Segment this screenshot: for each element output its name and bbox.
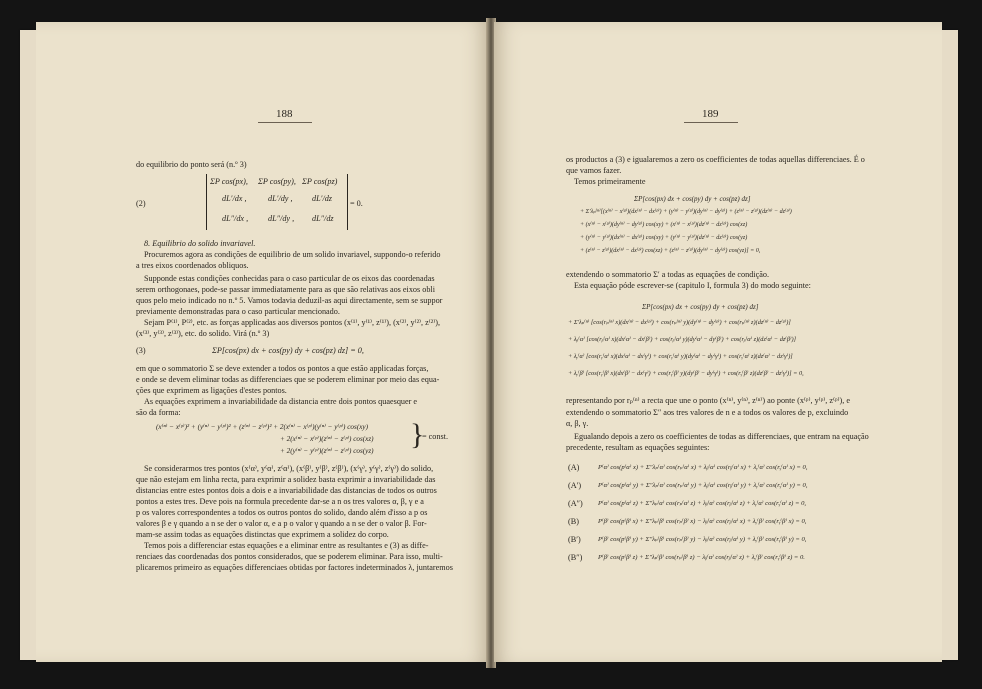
eq-label-A: (A) bbox=[568, 463, 580, 472]
eq2-r3c3: dL″/dz bbox=[312, 214, 334, 223]
eq-label-B1: (B′) bbox=[568, 535, 581, 544]
eq2-r2c3: dL′/dz bbox=[312, 194, 332, 203]
eq2-label: (2) bbox=[136, 199, 146, 208]
text-line: pontos a estes tres. Deve pois na formula precedente dar-se a n os tres valores α, β, γ e a bbox=[136, 497, 424, 506]
eq-label-B: (B) bbox=[568, 517, 579, 526]
text-line: Temos pois a differenciar estas equações e a eliminar entre as resultantes e (3) as diffe- bbox=[144, 541, 429, 550]
big-eq-line-2: + Σ′λₚ⁽ⁿ⁾[(x⁽ⁿ⁾ − x⁽ᵖ⁾)(dx⁽ⁿ⁾ − dx⁽ᵖ⁾) + (y⁽ⁿ⁾ − y⁽ᵖ⁾)(dy⁽ⁿ⁾ − dy⁽ᵖ⁾) + (z⁽ⁿ⁾ − z⁽ᵖ⁾)(dz⁽ⁿ⁾ − dz⁽ᵖ⁾) bbox=[580, 209, 792, 215]
text-line: extendendo o sommatorio Σ′ a todas as equações de condição. bbox=[566, 270, 769, 279]
text-line: Temos primeiramente bbox=[574, 177, 646, 186]
distance-eq-line-2: + 2(x⁽ⁿ⁾ − x⁽ᵖ⁾)(z⁽ⁿ⁾ − z⁽ᵖ⁾) cos(xz) bbox=[280, 435, 374, 443]
text-line: α, β, γ. bbox=[566, 419, 589, 428]
text-line: (x⁽³⁾, y⁽³⁾, z⁽³⁾), etc. do solido. Virá (n.º 3) bbox=[136, 329, 270, 338]
text-line: quos pelo meio indicado no n.º 5. Vamos todavia deduzil-as aqui directamente, sem se suppor bbox=[136, 296, 443, 305]
text-line: em que o sommatorio Σ se deve extender a todos os pontos a que estão applicadas forças, bbox=[136, 364, 429, 373]
text-line: que não estejam em linha recta, para exprimir a solidez basta exprimir a invariabilidade das bbox=[136, 475, 436, 484]
section-heading: 8. Equilibrio do solido invariavel. bbox=[144, 239, 256, 248]
rewrite-eq-line-5: + λᵧ⁽β⁾ [cos(rᵧ⁽β⁾ x)(dx⁽β⁾ − dx⁽γ⁾) + cos(rᵧ⁽β⁾ y)(dy⁽β⁾ − dy⁽γ⁾) + cos(rᵧ⁽β⁾ z)(dz⁽β⁾ − dz⁽γ⁾)] = 0, bbox=[568, 370, 804, 377]
eq-B1: P⁽β⁾ cos(p⁽β⁾ y) + Σ″λₚ⁽β⁾ cos(rₚ⁽β⁾ y) − λᵦ⁽α⁾ cos(rᵦ⁽α⁾ y) + λᵧ⁽β⁾ cos(rᵧ⁽β⁾ y) = 0, bbox=[598, 536, 807, 543]
text-line: representando por rₚ⁽ⁿ⁾ a recta que une o ponto (x⁽ⁿ⁾, y⁽ⁿ⁾, z⁽ⁿ⁾) ao ponte (x⁽ᵖ⁾, y⁽ᵖ⁾, z⁽ᵖ⁾), e bbox=[566, 396, 850, 405]
rewrite-eq-line-1: ΣP[cos(px) dx + cos(py) dy + cos(pz) dz] bbox=[642, 303, 759, 311]
page-number-right: 189 bbox=[702, 108, 719, 120]
text-line: Sejam P⁽¹⁾, P⁽²⁾, etc. as forças applicadas aos diversos pontos (x⁽¹⁾, y⁽¹⁾, z⁽¹⁾), (x⁽²⁾, y⁽²⁾, z⁽²⁾), bbox=[144, 318, 441, 327]
eq2-r3c1: dL″/dx , bbox=[222, 214, 249, 223]
eq-B2: P⁽β⁾ cos(p⁽β⁾ z) + Σ″λₚ⁽β⁾ cos(rₚ⁽β⁾ z) − λᵦ⁽α⁾ cos(rᵦ⁽α⁾ z) + λᵧ⁽β⁾ cos(rᵧ⁽β⁾ z) = 0. bbox=[598, 554, 805, 561]
text-line: As equações exprimem a invariabilidade da distancia entre dois pontos quaesquer e bbox=[144, 397, 418, 406]
eq2-r1c1: ΣP cos(px), bbox=[210, 177, 248, 186]
text-line: e onde se devem eliminar todas as differenciaes que se poderem eliminar por meio das equa- bbox=[136, 375, 440, 384]
distance-eq-rhs: = const. bbox=[422, 432, 448, 441]
page-number-left: 188 bbox=[276, 108, 293, 120]
eq2-r1c3: ΣP cos(pz) bbox=[302, 177, 338, 186]
text-line: Esta equação póde escrever-se (capitulo I, formula 3) do modo seguinte: bbox=[574, 281, 811, 290]
eq3-label: (3) bbox=[136, 346, 146, 355]
text-line: do equilibrio do ponto será (n.º 3) bbox=[136, 160, 247, 169]
page-number-rule-right bbox=[684, 122, 738, 123]
eq2-rhs: = 0. bbox=[350, 199, 363, 208]
left-page bbox=[36, 22, 488, 662]
text-line: ções que exprimem as ligações d'estes pontos. bbox=[136, 386, 287, 395]
big-eq-line-4: + (y⁽ⁿ⁾ − y⁽ᵖ⁾)(dx⁽ⁿ⁾ − dx⁽ᵖ⁾) cos(xy) + (y⁽ⁿ⁾ − y⁽ᵖ⁾)(dz⁽ⁿ⁾ − dz⁽ᵖ⁾) cos(yz) bbox=[580, 235, 748, 241]
text-line: extendendo o sommatorio Σ″ aos tres valores de n e a todos os valores de p, excluindo bbox=[566, 408, 849, 417]
text-line: distancias entre estes pontos dois a dois e a invariabilidade das distancias de todos os outros bbox=[136, 486, 437, 495]
distance-eq-line-1: (x⁽ⁿ⁾ − x⁽ᵖ⁾)² + (y⁽ⁿ⁾ − y⁽ᵖ⁾)² + (z⁽ⁿ⁾ − z⁽ᵖ⁾)² + 2(x⁽ⁿ⁾ − x⁽ᵖ⁾)(y⁽ⁿ⁾ − y⁽ᵖ⁾) cos(xy) bbox=[156, 423, 368, 431]
text-line: Procuremos agora as condições de equilibrio de um solido invariavel, suppondo-o referido bbox=[144, 250, 441, 259]
text-line: valores β e γ quando a n se der o valor α, e a p o valor γ quando a n se der o valor β. For- bbox=[136, 519, 427, 528]
eq-label-A1: (A′) bbox=[568, 481, 582, 490]
text-line: renciaes das coordenadas dos pontos considerados, que se poderem eliminar. Para isso, multi- bbox=[136, 552, 443, 561]
text-line: Egualando depois a zero os coefficientes de todas as differenciaes, que entram na equação bbox=[574, 432, 869, 441]
text-line: previamente demonstradas para o caso particular mencionado. bbox=[136, 307, 340, 316]
right-page bbox=[494, 22, 942, 662]
distance-eq-line-3: + 2(y⁽ⁿ⁾ − y⁽ᵖ⁾)(z⁽ⁿ⁾ − z⁽ᵖ⁾) cos(yz) bbox=[280, 447, 374, 455]
text-line: mam-se assim todas as equações distinctas que exprimem a solidez do corpo. bbox=[136, 530, 389, 539]
text-line: precedente, resultam as equações seguintes: bbox=[566, 443, 710, 452]
rewrite-eq-line-3: + λᵦ⁽α⁾ [cos(rᵦ⁽α⁾ x)(dx⁽α⁾ − dx⁽β⁾) + cos(rᵦ⁽α⁾ y)(dy⁽α⁾ − dy⁽β⁾) + cos(rᵦ⁽α⁾ z)(dz⁽α⁾ − dz⁽β⁾)] bbox=[568, 336, 797, 343]
big-eq-line-1: ΣP[cos(px) dx + cos(py) dy + cos(pz) dz] bbox=[634, 195, 751, 203]
text-line: serem orthogonaes, pode-se passar immediatamente para as que são relativas aos eixos obli bbox=[136, 285, 435, 294]
text-line: são da forma: bbox=[136, 408, 181, 417]
big-eq-line-5: + (z⁽ⁿ⁾ − z⁽ᵖ⁾)(dx⁽ⁿ⁾ − dx⁽ᵖ⁾) cos(xz) + (z⁽ⁿ⁾ − z⁽ᵖ⁾)(dy⁽ⁿ⁾ − dy⁽ᵖ⁾) cos(yz)] = 0, bbox=[580, 248, 761, 254]
text-line: Se considerarmos tres pontos (x⁽α⁾, y⁽α⁾, z⁽α⁾), (x⁽β⁾, y⁽β⁾, z⁽β⁾), (x⁽γ⁾, y⁽γ⁾, z⁽γ⁾) do solido, bbox=[144, 464, 434, 473]
rewrite-eq-line-4: + λᵧ⁽α⁾ [cos(rᵧ⁽α⁾ x)(dx⁽α⁾ − dx⁽γ⁾) + cos(rᵧ⁽α⁾ y)(dy⁽α⁾ − dy⁽γ⁾) + cos(rᵧ⁽α⁾ z)(dz⁽α⁾ − dz⁽γ⁾)] bbox=[568, 353, 793, 360]
eq2-r2c2: dL′/dy , bbox=[268, 194, 293, 203]
rewrite-eq-line-2: + Σ′λₚ⁽ⁿ⁾ [cos(rₚ⁽ⁿ⁾ x)(dx⁽ⁿ⁾ − dx⁽ᵖ⁾) + cos(rₚ⁽ⁿ⁾ y)(dy⁽ⁿ⁾ − dy⁽ᵖ⁾) + cos(rₚ⁽ⁿ⁾ z)(dz⁽ⁿ⁾ − dz⁽ᵖ⁾)] bbox=[568, 319, 791, 326]
eq-A2: P⁽α⁾ cos(p⁽α⁾ z) + Σ″λₚ⁽α⁾ cos(rₚ⁽α⁾ z) + λᵦ⁽α⁾ cos(rᵦ⁽α⁾ z) + λᵧ⁽α⁾ cos(rᵧ⁽α⁾ z) = 0, bbox=[598, 500, 807, 507]
eq3: ΣP[cos(px) dx + cos(py) dy + cos(pz) dz] = 0, bbox=[212, 346, 364, 355]
eq-B: P⁽β⁾ cos(p⁽β⁾ x) + Σ″λₚ⁽β⁾ cos(rₚ⁽β⁾ x) − λᵦ⁽α⁾ cos(rᵦ⁽α⁾ x) + λᵧ⁽β⁾ cos(rᵧ⁽β⁾ x) = 0, bbox=[598, 518, 807, 525]
text-line: Supponde estas condições conhecidas para o caso particular de os eixos das coordenadas bbox=[144, 274, 435, 283]
eq2-r1c2: ΣP cos(py), bbox=[258, 177, 296, 186]
page-number-rule-left bbox=[258, 122, 312, 123]
text-line: a tres eixos coordenados obliquos. bbox=[136, 261, 249, 270]
right-brace: } bbox=[410, 418, 425, 451]
eq-label-B2: (B″) bbox=[568, 553, 583, 562]
eq2-r3c2: dL″/dy , bbox=[268, 214, 295, 223]
text-line: p os valores correspondentes a todos os outros pontos do solido, dando além d'isso a p os bbox=[136, 508, 428, 517]
text-line: que vamos fazer. bbox=[566, 166, 622, 175]
big-eq-line-3: + (x⁽ⁿ⁾ − x⁽ᵖ⁾)(dy⁽ⁿ⁾ − dy⁽ᵖ⁾) cos(xy) + (x⁽ⁿ⁾ − x⁽ᵖ⁾)(dz⁽ⁿ⁾ − dz⁽ᵖ⁾) cos(xz) bbox=[580, 222, 748, 228]
text-line: os productos a (3) e igualaremos a zero os coefficientes de todas aquellas differenciaes. É o bbox=[566, 155, 865, 164]
text-line: plicaremos primeiro as equações differenciaes obtidas por factores indeterminados λ, juntaremos bbox=[136, 563, 453, 572]
eq2-r2c1: dL′/dx , bbox=[222, 194, 247, 203]
eq-A1: P⁽α⁾ cos(p⁽α⁾ y) + Σ″λₚ⁽α⁾ cos(rₚ⁽α⁾ y) + λᵦ⁽α⁾ cos(rᵦ⁽α⁾ y) + λᵧ⁽α⁾ cos(rᵧ⁽α⁾ y) = 0, bbox=[598, 482, 808, 489]
eq-label-A2: (A″) bbox=[568, 499, 583, 508]
eq-A: P⁽α⁾ cos(p⁽α⁾ x) + Σ″λₚ⁽α⁾ cos(rₚ⁽α⁾ x) + λᵦ⁽α⁾ cos(rᵦ⁽α⁾ x) + λᵧ⁽α⁾ cos(rᵧ⁽α⁾ x) = 0, bbox=[598, 464, 808, 471]
